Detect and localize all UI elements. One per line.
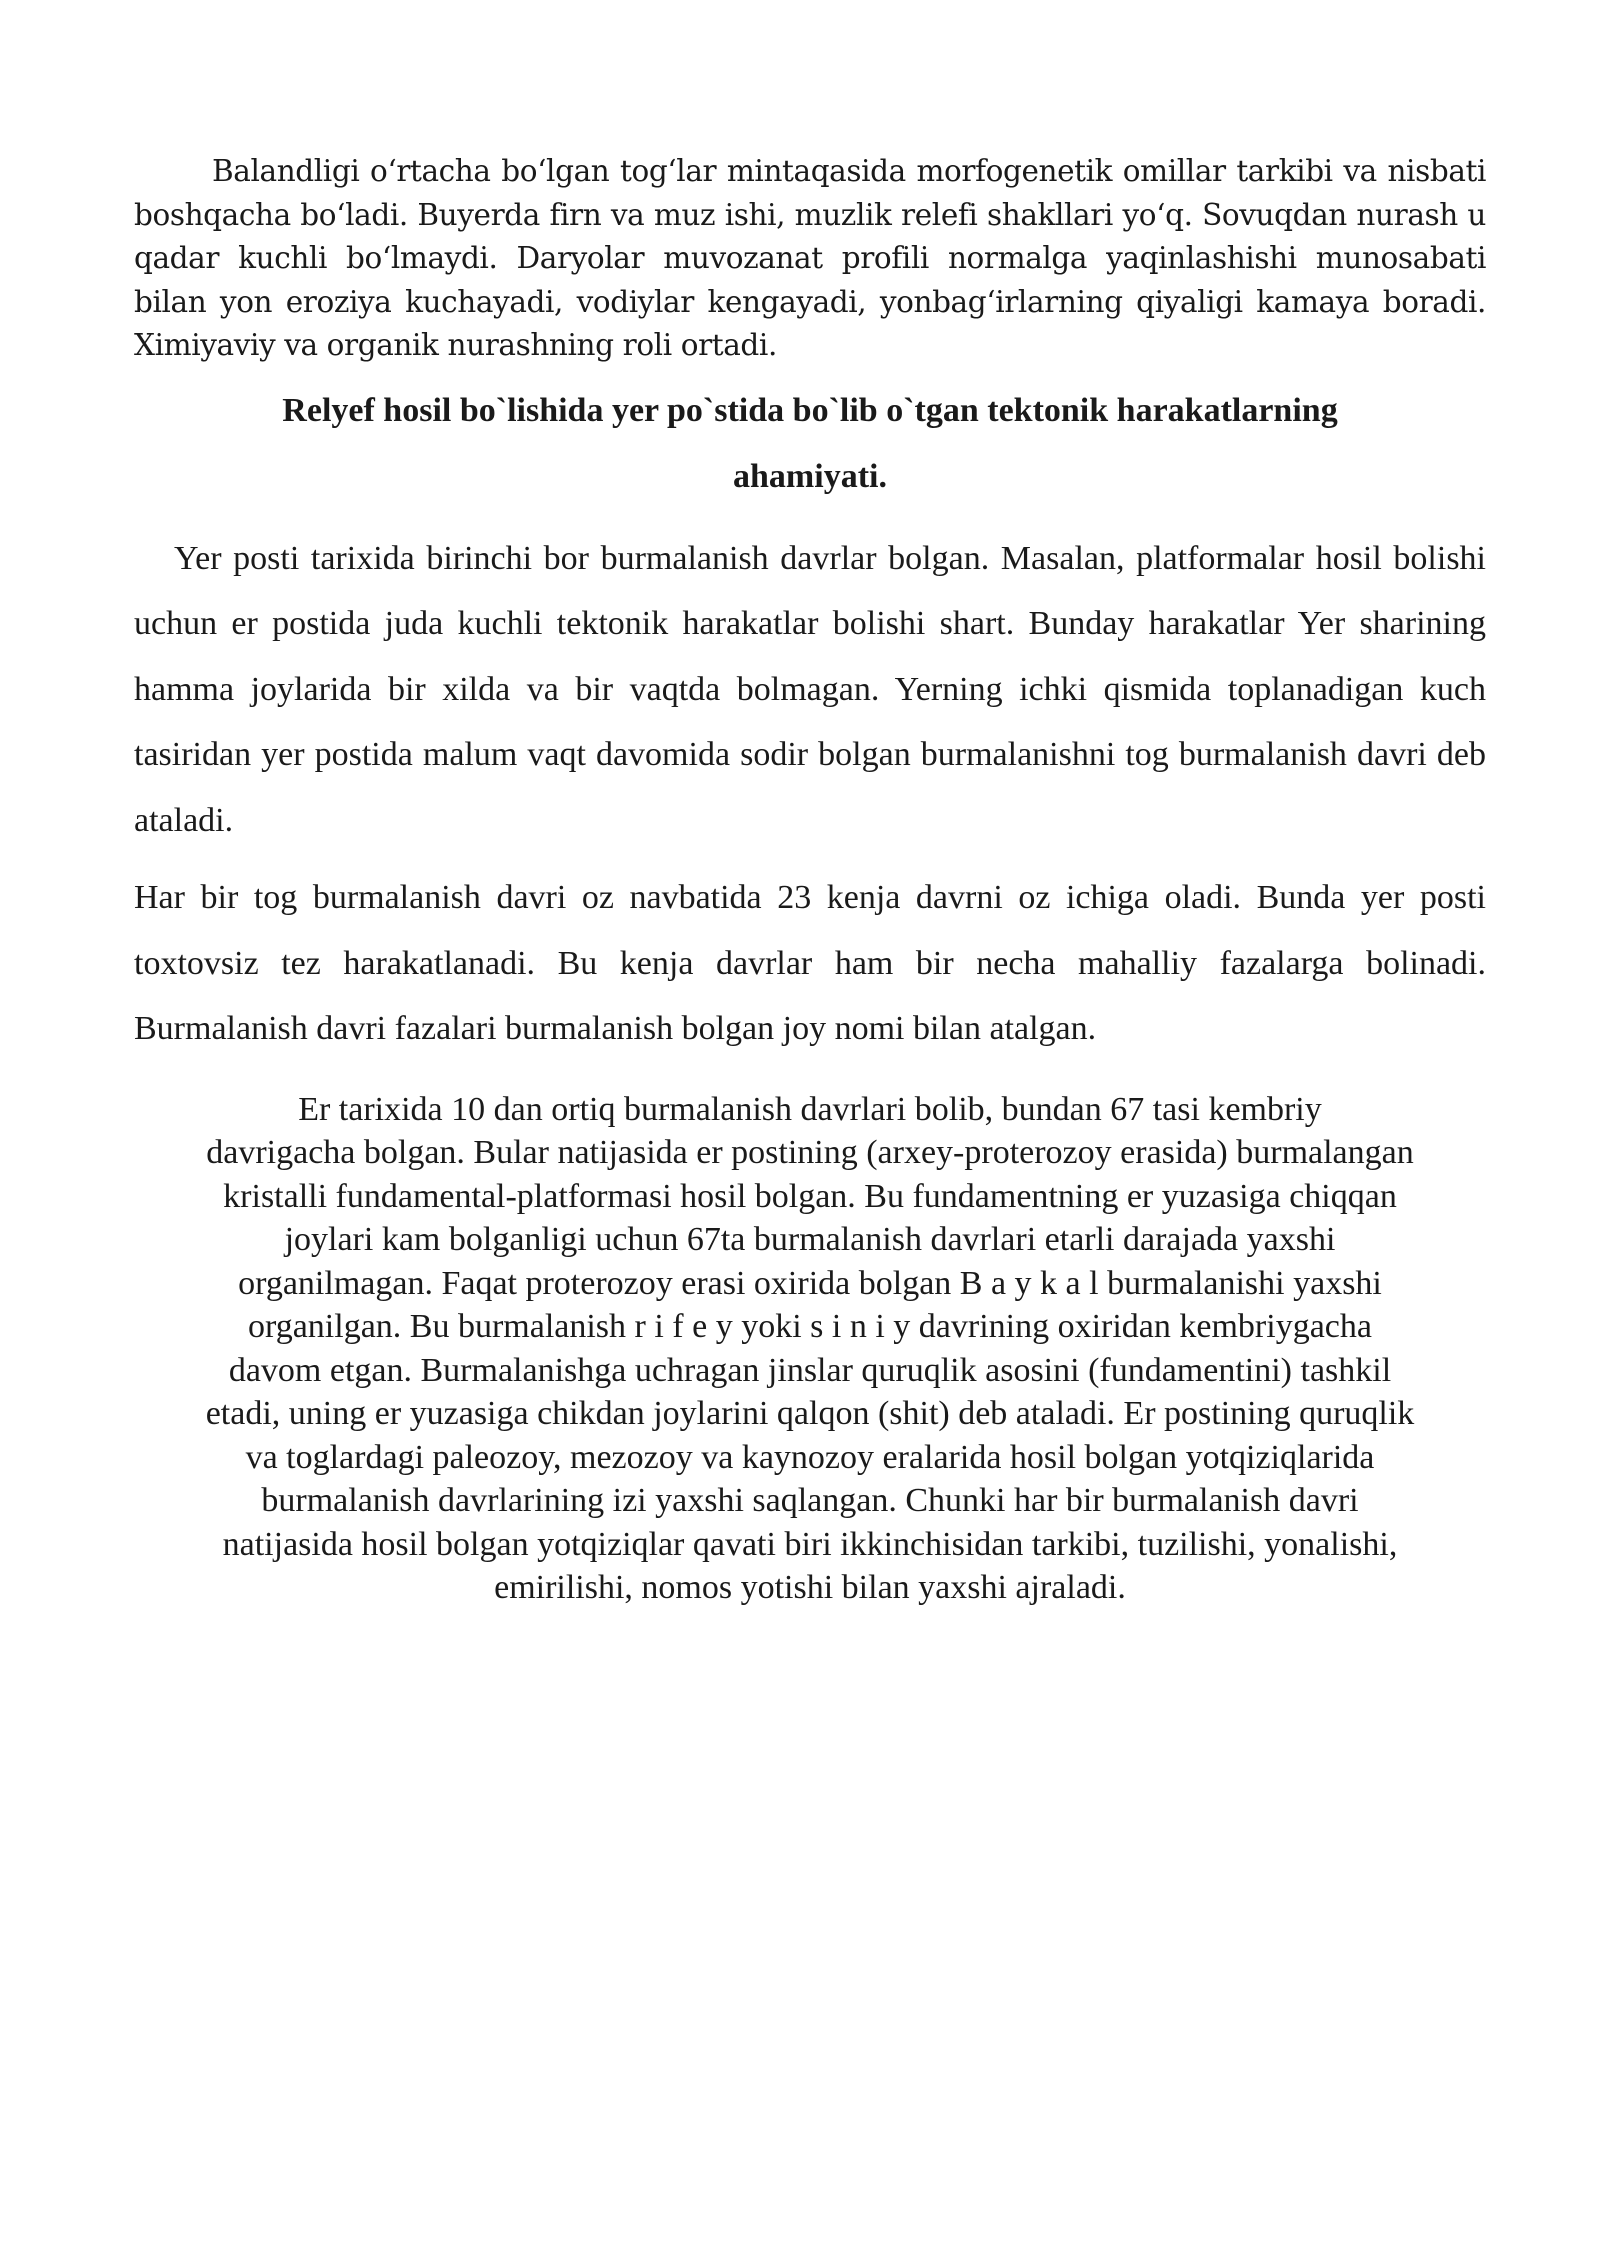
paragraph-line: organilmagan. Faqat proterozoy erasi oxirida bolgan B a y k a l burmalanishi yaxshi [238,1264,1382,1302]
paragraph-line: va toglardagi paleozoy, mezozoy va kaynozoy eralarida hosil bolgan yotqiziqlarida [245,1438,1375,1476]
paragraph-line: davrigacha bolgan. Bular natijasida er postining (arxey-proterozoy erasida) burmalangan [206,1134,1414,1171]
paragraph-earth-history [134,1088,1486,1610]
paragraph-line: Er tarixida 10 dan ortiq burmalanish davrlari bolib, bundan 67 tasi kembriy [298,1090,1322,1128]
paragraph-line: davom etgan. Burmalanishga uchragan jinslar quruqlik asosini (fundamentini) tashkil [228,1351,1392,1389]
paragraph-folding-periods: Yer posti tarixida birinchi bor burmalanish davrlar bolgan. Masalan, platformalar hosil bolishi uchun er postida juda kuchli tektonik harakatlar bolishi shart. Bunday harakatlar Yer sharining hamma joylarida bir xilda va bir vaqtda bolmagan. Yerning ichki qismida toplanadigan kuch tasiridan yer postida malum vaqt davomida sodir bolgan burmalanishni tog burmalanish davri deb ataladi. [134,539,1486,839]
paragraph-line: joylari kam bolganligi uchun 67ta burmalanish davrlari etarli darajada yaxshi [284,1221,1336,1258]
paragraph-line: natijasida hosil bolgan yotqiziqlar qavati biri ikkinchisidan tarkibi, tuzilishi, yonalishi, [222,1525,1398,1563]
section-heading-line-1: Relyef hosil bo`lishida yer po`stida bo`lib o`tgan tektonik harakatlarning [282,391,1338,429]
paragraph-line: burmalanish davrlarining izi yaxshi saqlangan. Chunki har bir burmalanish davri [261,1482,1359,1519]
paragraph-line: organilgan. Bu burmalanish r i f e y yoki s i n i y davrining oxiridan kembriygacha [248,1308,1372,1345]
paragraph-line: emirilishi, nomos yotishi bilan yaxshi ajraladi. [494,1569,1126,1606]
paragraph-mountain-morphogenesis: Balandligi o‘rtacha bo‘lgan tog‘lar mintaqasida morfogenetik omillar tarkibi va nisbati boshqacha bo‘ladi. Buyerda firn va muz ishi, muzlik relefi shakllari yo‘q. Sovuqdan nurash u qadar kuchli bo‘lmaydi. Daryolar muvozanat profili normalga yaqinlashishi munosabati bilan yon eroziya kuchayadi, vodiylar kengayadi, yonbag‘irlarning qiyaligi kamaya boradi. Ximiyaviy va organik nurashning roli ortadi. [134,154,1486,362]
document-page [134,150,1486,1610]
paragraph-folding-phases: Har bir tog burmalanish davri oz navbatida 23 kenja davrni oz ichiga oladi. Bunda yer posti toxtovsiz tez harakatlanadi. Bu kenja davrlar ham bir necha mahalliy fazalarga bolinadi. Burmalanish davri fazalari burmalanish bolgan joy nomi bilan atalgan. [134,879,1486,1047]
section-heading [134,378,1486,510]
paragraph-line: etadi, uning er yuzasiga chikdan joylarini qalqon (shit) deb ataladi. Er postining quruqlik [205,1395,1415,1432]
section-heading-line-2: ahamiyati. [733,457,887,495]
paragraph-line: kristalli fundamental-platformasi hosil bolgan. Bu fundamentning er yuzasiga chiqqan [223,1177,1397,1215]
